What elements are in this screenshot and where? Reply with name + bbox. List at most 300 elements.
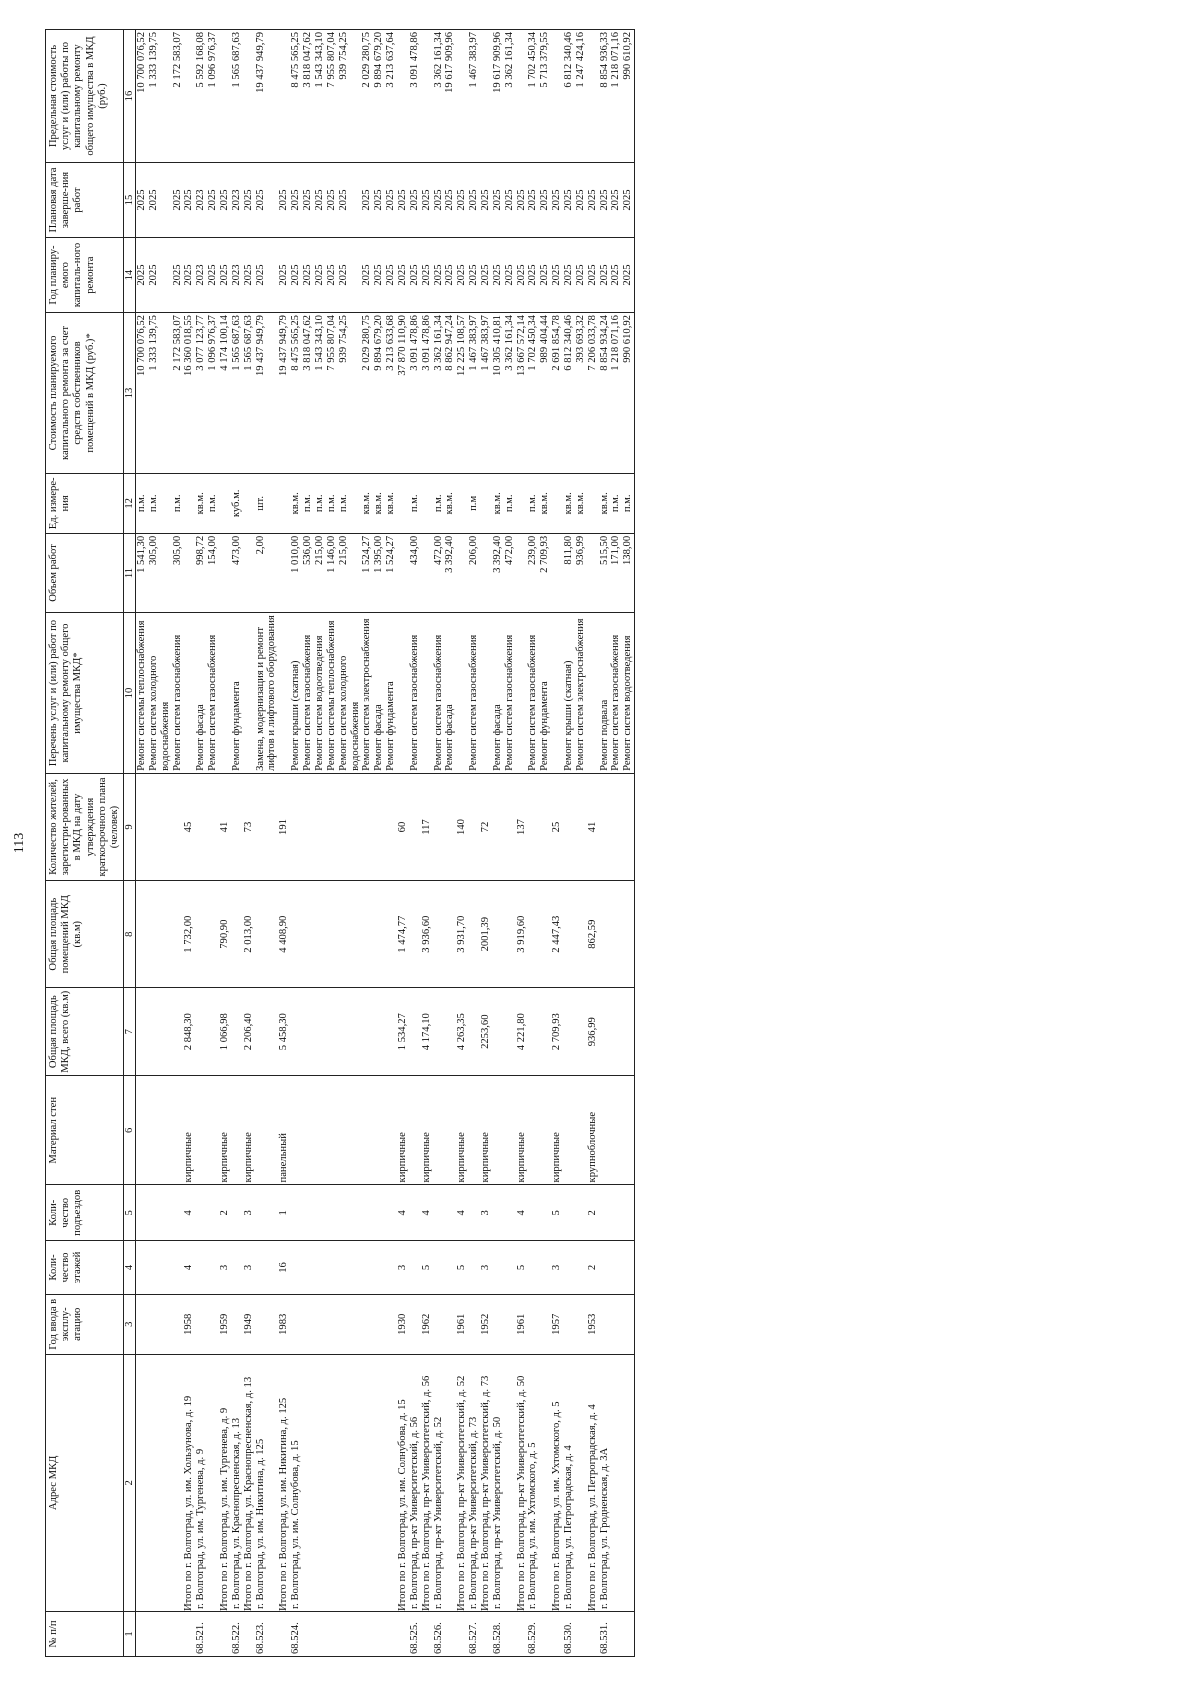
unit — [551, 473, 563, 533]
address — [622, 1354, 634, 1611]
work-volume — [421, 533, 433, 612]
residents — [231, 773, 243, 880]
residents: 41 — [587, 773, 599, 880]
work-volume — [243, 533, 255, 612]
planned-cost: 3 818 047,62 — [302, 313, 314, 474]
wall-material — [527, 1076, 539, 1185]
floors: 3 — [551, 1241, 563, 1295]
work-volume: 515,50 — [599, 533, 611, 612]
limit-cost: 2 172 583,07 — [172, 30, 184, 163]
commission-year — [575, 1294, 587, 1354]
residents — [610, 773, 622, 880]
residents — [539, 773, 551, 880]
completion-date: 2025 — [136, 163, 148, 238]
work-row — [302, 30, 314, 1657]
premises-area — [599, 881, 611, 988]
planned-cost: 10 700 076,52 — [136, 313, 148, 474]
table-body — [136, 30, 635, 1657]
residents — [433, 773, 445, 880]
wall-material — [539, 1076, 551, 1185]
completion-date: 2025 — [527, 163, 539, 238]
commission-year — [622, 1294, 634, 1354]
col-header: Общая площадь МКД, всего (кв.м) — [46, 988, 124, 1076]
address: г. Волгоград, ул. Гродненская, д. 3А — [599, 1354, 611, 1611]
repair-plan-table — [45, 29, 635, 1657]
premises-area — [622, 881, 634, 988]
work-row — [326, 30, 338, 1657]
repair-year: 2025 — [326, 238, 338, 313]
total-area — [290, 988, 302, 1076]
work-row — [207, 30, 219, 1657]
repair-year: 2025 — [361, 238, 373, 313]
residents — [575, 773, 587, 880]
total-area — [302, 988, 314, 1076]
planned-cost: 1 543 343,10 — [314, 313, 326, 474]
unit: п.м. — [610, 473, 622, 533]
work-volume: 998,72 — [195, 533, 207, 612]
limit-cost — [587, 30, 599, 163]
work-row — [504, 30, 516, 1657]
work-volume: 3 392,40 — [444, 533, 456, 612]
total-area: 2 709,93 — [551, 988, 563, 1076]
unit: п.м. — [338, 473, 362, 533]
wall-material: кирпичные — [516, 1076, 528, 1185]
address: Итого по г. Волгоград, ул. им. Солнубова, д. 15 — [397, 1354, 409, 1611]
commission-year — [136, 1294, 148, 1354]
commission-year — [231, 1294, 243, 1354]
work-type: Ремонт фасада — [373, 613, 385, 774]
floors: 3 — [219, 1241, 231, 1295]
repair-year: 2025 — [551, 238, 563, 313]
limit-cost — [516, 30, 528, 163]
limit-cost — [421, 30, 433, 163]
total-area — [539, 988, 551, 1076]
work-type: Замена, модернизация и ремонт лифтов и лифтового оборудования — [255, 613, 279, 774]
work-type: Ремонт систем газоснабжения — [433, 613, 445, 774]
address: г. Волгоград, ул. им. Ухтомского, д. 5 — [527, 1354, 539, 1611]
limit-cost: 8 475 565,25 — [290, 30, 302, 163]
completion-date: 2025 — [207, 163, 219, 238]
repair-year: 2025 — [622, 238, 634, 313]
limit-cost: 7 955 807,04 — [326, 30, 338, 163]
work-row — [361, 30, 373, 1657]
limit-cost: 2 029 280,75 — [361, 30, 373, 163]
address: Итого по г. Волгоград, ул. Краснопресненская, д. 13 — [243, 1354, 255, 1611]
house-row — [527, 30, 539, 1657]
unit — [243, 473, 255, 533]
work-volume: 3 392,40 — [492, 533, 504, 612]
commission-year — [255, 1294, 279, 1354]
repair-year: 2025 — [468, 238, 480, 313]
unit: кв.м. — [361, 473, 373, 533]
work-type — [587, 613, 599, 774]
entrances — [136, 1185, 148, 1241]
residents — [361, 773, 373, 880]
row-number: 68.521. — [195, 1611, 207, 1656]
premises-area — [207, 881, 219, 988]
row-number — [504, 1611, 516, 1656]
entrances — [302, 1185, 314, 1241]
limit-cost — [183, 30, 195, 163]
work-volume — [516, 533, 528, 612]
repair-year: 2025 — [290, 238, 302, 313]
floors — [195, 1241, 207, 1295]
floors — [610, 1241, 622, 1295]
total-area — [361, 988, 373, 1076]
floors — [599, 1241, 611, 1295]
row-number — [207, 1611, 219, 1656]
row-number — [575, 1611, 587, 1656]
repair-year: 2025 — [385, 238, 397, 313]
limit-cost — [480, 30, 492, 163]
completion-date: 2025 — [326, 163, 338, 238]
work-type: Ремонт систем холодного водоснабжения — [338, 613, 362, 774]
entrances — [409, 1185, 421, 1241]
entrances — [575, 1185, 587, 1241]
limit-cost — [551, 30, 563, 163]
commission-year — [563, 1294, 575, 1354]
repair-year: 2025 — [587, 238, 599, 313]
planned-cost: 989 404,44 — [539, 313, 551, 474]
row-number: 68.531. — [599, 1611, 611, 1656]
total-area — [314, 988, 326, 1076]
unit: кв.м. — [385, 473, 397, 533]
floors — [433, 1241, 445, 1295]
unit: кв.м. — [290, 473, 302, 533]
total-row — [278, 30, 290, 1657]
commission-year: 1957 — [551, 1294, 563, 1354]
commission-year — [207, 1294, 219, 1354]
entrances: 3 — [480, 1185, 492, 1241]
work-type: Ремонт систем газоснабжения — [610, 613, 622, 774]
completion-date: 2025 — [551, 163, 563, 238]
total-row — [421, 30, 433, 1657]
wall-material — [326, 1076, 338, 1185]
row-number — [243, 1611, 255, 1656]
entrances — [539, 1185, 551, 1241]
commission-year — [314, 1294, 326, 1354]
premises-area — [195, 881, 207, 988]
wall-material — [207, 1076, 219, 1185]
unit: п.м. — [326, 473, 338, 533]
wall-material — [492, 1076, 504, 1185]
repair-year: 2025 — [148, 238, 172, 313]
work-volume — [183, 533, 195, 612]
floors — [409, 1241, 421, 1295]
planned-cost: 6 812 340,46 — [563, 313, 575, 474]
total-row — [183, 30, 195, 1657]
wall-material — [563, 1076, 575, 1185]
row-number — [539, 1611, 551, 1656]
address — [504, 1354, 516, 1611]
completion-date: 2025 — [373, 163, 385, 238]
col-header: Коли-чество подъездов — [46, 1185, 124, 1241]
unit: п.м. — [622, 473, 634, 533]
wall-material: кирпичные — [551, 1076, 563, 1185]
planned-cost: 3 091 478,86 — [409, 313, 421, 474]
entrances — [468, 1185, 480, 1241]
work-type — [516, 613, 528, 774]
col-header: Плановая дата заверше-ния работ — [46, 163, 124, 238]
residents: 73 — [243, 773, 255, 880]
entrances — [433, 1185, 445, 1241]
col-header: Год планиру-емого капиталь-ного ремонта — [46, 238, 124, 313]
address — [361, 1354, 373, 1611]
premises-area — [433, 881, 445, 988]
address: г. Волгоград, пр-кт Университетский, д. 52 — [433, 1354, 445, 1611]
limit-cost: 3 091 478,86 — [409, 30, 421, 163]
total-area — [148, 988, 172, 1076]
work-type: Ремонт систем газоснабжения — [207, 613, 219, 774]
house-row — [255, 30, 279, 1657]
residents: 137 — [516, 773, 528, 880]
wall-material: кирпичные — [183, 1076, 195, 1185]
completion-date: 2025 — [183, 163, 195, 238]
wall-material: кирпичные — [219, 1076, 231, 1185]
row-number — [551, 1611, 563, 1656]
completion-date: 2025 — [492, 163, 504, 238]
wall-material — [314, 1076, 326, 1185]
row-number: 68.523. — [255, 1611, 279, 1656]
completion-date: 2025 — [456, 163, 468, 238]
work-row — [136, 30, 148, 1657]
residents: 25 — [551, 773, 563, 880]
row-number: 68.525. — [409, 1611, 421, 1656]
wall-material — [338, 1076, 362, 1185]
address: г. Волгоград, ул. им. Тургенева, д. 9 — [195, 1354, 207, 1611]
premises-area: 2001,39 — [480, 881, 492, 988]
total-area — [492, 988, 504, 1076]
work-type: Ремонт систем газоснабжения — [302, 613, 314, 774]
planned-cost: 2 029 280,75 — [361, 313, 373, 474]
residents: 45 — [183, 773, 195, 880]
wall-material — [195, 1076, 207, 1185]
unit: п.м. — [172, 473, 184, 533]
completion-date: 2023 — [195, 163, 207, 238]
row-number: 68.522. — [231, 1611, 243, 1656]
planned-cost: 3 091 478,86 — [421, 313, 433, 474]
work-type: Ремонт систем холодного водоснабжения — [148, 613, 172, 774]
work-volume: 2,00 — [255, 533, 279, 612]
unit: п.м. — [433, 473, 445, 533]
premises-area — [492, 881, 504, 988]
limit-cost: 1 333 139,75 — [148, 30, 172, 163]
address — [314, 1354, 326, 1611]
total-area — [338, 988, 362, 1076]
floors: 16 — [278, 1241, 290, 1295]
row-number: 68.524. — [290, 1611, 302, 1656]
work-type: Ремонт систем электроснабжения — [361, 613, 373, 774]
wall-material — [302, 1076, 314, 1185]
premises-area — [444, 881, 456, 988]
address — [207, 1354, 219, 1611]
floors: 5 — [421, 1241, 433, 1295]
col-number: 3 — [124, 1294, 136, 1354]
address — [444, 1354, 456, 1611]
row-number — [338, 1611, 362, 1656]
commission-year — [433, 1294, 445, 1354]
limit-cost: 3 818 047,62 — [302, 30, 314, 163]
completion-date: 2025 — [385, 163, 397, 238]
total-area — [504, 988, 516, 1076]
repair-year: 2025 — [563, 238, 575, 313]
address: г. Волгоград, ул. им. Солнубова, д. 15 — [290, 1354, 302, 1611]
commission-year — [504, 1294, 516, 1354]
completion-date: 2025 — [587, 163, 599, 238]
address: г. Волгоград, пр-кт Университетский, д. 50 — [492, 1354, 504, 1611]
floors — [575, 1241, 587, 1295]
planned-cost: 8 854 934,24 — [599, 313, 611, 474]
wall-material — [504, 1076, 516, 1185]
premises-area — [338, 881, 362, 988]
repair-year: 2025 — [136, 238, 148, 313]
floors: 3 — [480, 1241, 492, 1295]
repair-year: 2025 — [492, 238, 504, 313]
total-row — [243, 30, 255, 1657]
planned-cost: 12 225 108,57 — [456, 313, 468, 474]
work-volume: 1 395,00 — [373, 533, 385, 612]
planned-cost: 393 693,32 — [575, 313, 587, 474]
commission-year — [599, 1294, 611, 1354]
wall-material: кирпичные — [243, 1076, 255, 1185]
completion-date: 2025 — [338, 163, 362, 238]
address — [326, 1354, 338, 1611]
row-number — [373, 1611, 385, 1656]
unit — [183, 473, 195, 533]
work-type — [456, 613, 468, 774]
unit: п.м. — [207, 473, 219, 533]
address: Итого по г. Волгоград, ул. им. Никитина, д. 125 — [278, 1354, 290, 1611]
wall-material — [444, 1076, 456, 1185]
total-area — [231, 988, 243, 1076]
work-row — [385, 30, 397, 1657]
planned-cost: 8 475 565,25 — [290, 313, 302, 474]
wall-material — [468, 1076, 480, 1185]
floors — [622, 1241, 634, 1295]
limit-cost: 6 812 340,46 — [563, 30, 575, 163]
premises-area: 3 931,70 — [456, 881, 468, 988]
planned-cost: 19 437 949,79 — [278, 313, 290, 474]
repair-year: 2025 — [433, 238, 445, 313]
limit-cost: 1 543 343,10 — [314, 30, 326, 163]
commission-year: 1959 — [219, 1294, 231, 1354]
completion-date: 2025 — [314, 163, 326, 238]
completion-date: 2025 — [302, 163, 314, 238]
wall-material — [599, 1076, 611, 1185]
residents — [492, 773, 504, 880]
col-number: 14 — [124, 238, 136, 313]
total-area: 5 458,30 — [278, 988, 290, 1076]
commission-year: 1930 — [397, 1294, 409, 1354]
premises-area — [326, 881, 338, 988]
wall-material — [231, 1076, 243, 1185]
repair-year: 2025 — [172, 238, 184, 313]
work-row — [148, 30, 172, 1657]
entrances — [361, 1185, 373, 1241]
entrances — [373, 1185, 385, 1241]
wall-material — [610, 1076, 622, 1185]
planned-cost: 939 754,25 — [338, 313, 362, 474]
planned-cost: 3 362 161,34 — [433, 313, 445, 474]
limit-cost: 1 247 424,16 — [575, 30, 587, 163]
limit-cost: 19 617 909,96 — [444, 30, 456, 163]
completion-date: 2025 — [480, 163, 492, 238]
work-row — [539, 30, 551, 1657]
row-number — [219, 1611, 231, 1656]
col-header: Перечень услуг и (или) работ по капитальному ремонту общего имущества МКД* — [46, 613, 124, 774]
total-row — [397, 30, 409, 1657]
work-volume: 1 524,27 — [385, 533, 397, 612]
unit: кв.м. — [539, 473, 551, 533]
col-header: Коли-чество этажей — [46, 1241, 124, 1295]
entrances — [563, 1185, 575, 1241]
repair-year: 2025 — [610, 238, 622, 313]
entrances: 4 — [516, 1185, 528, 1241]
commission-year — [539, 1294, 551, 1354]
commission-year — [290, 1294, 302, 1354]
commission-year — [338, 1294, 362, 1354]
completion-date: 2025 — [290, 163, 302, 238]
address — [136, 1354, 148, 1611]
address: г. Волгоград, ул. Краснопресненская, д. 13 — [231, 1354, 243, 1611]
limit-cost — [397, 30, 409, 163]
repair-year: 2025 — [480, 238, 492, 313]
limit-cost: 9 894 679,20 — [373, 30, 385, 163]
premises-area — [373, 881, 385, 988]
residents: 72 — [480, 773, 492, 880]
commission-year — [373, 1294, 385, 1354]
floors — [290, 1241, 302, 1295]
address: Итого по г. Волгоград, ул. им. Хользунова, д. 19 — [183, 1354, 195, 1611]
floors — [504, 1241, 516, 1295]
entrances — [599, 1185, 611, 1241]
address: Итого по г. Волгоград, пр-кт Университетский, д. 50 — [516, 1354, 528, 1611]
work-volume — [397, 533, 409, 612]
work-volume: 206,00 — [468, 533, 480, 612]
total-area — [373, 988, 385, 1076]
repair-year: 2025 — [278, 238, 290, 313]
row-number: 68.526. — [433, 1611, 445, 1656]
wall-material — [409, 1076, 421, 1185]
residents — [385, 773, 397, 880]
address — [385, 1354, 397, 1611]
wall-material — [575, 1076, 587, 1185]
floors: 2 — [587, 1241, 599, 1295]
row-number: 68.527. — [468, 1611, 480, 1656]
premises-area — [361, 881, 373, 988]
planned-cost: 13 667 572,14 — [516, 313, 528, 474]
limit-cost: 19 617 909,96 — [492, 30, 504, 163]
entrances — [338, 1185, 362, 1241]
floors: 4 — [183, 1241, 195, 1295]
work-type — [551, 613, 563, 774]
wall-material — [136, 1076, 148, 1185]
col-header: Общая площадь помещений МКД (кв.м) — [46, 881, 124, 988]
residents — [314, 773, 326, 880]
completion-date: 2025 — [255, 163, 279, 238]
floors — [136, 1241, 148, 1295]
planned-cost: 4 174 100,14 — [219, 313, 231, 474]
col-number: 11 — [124, 533, 136, 612]
residents: 117 — [421, 773, 433, 880]
repair-year: 2025 — [243, 238, 255, 313]
address — [610, 1354, 622, 1611]
address — [148, 1354, 172, 1611]
residents — [563, 773, 575, 880]
floors — [338, 1241, 362, 1295]
premises-area: 4 408,90 — [278, 881, 290, 988]
unit: п.м. — [314, 473, 326, 533]
